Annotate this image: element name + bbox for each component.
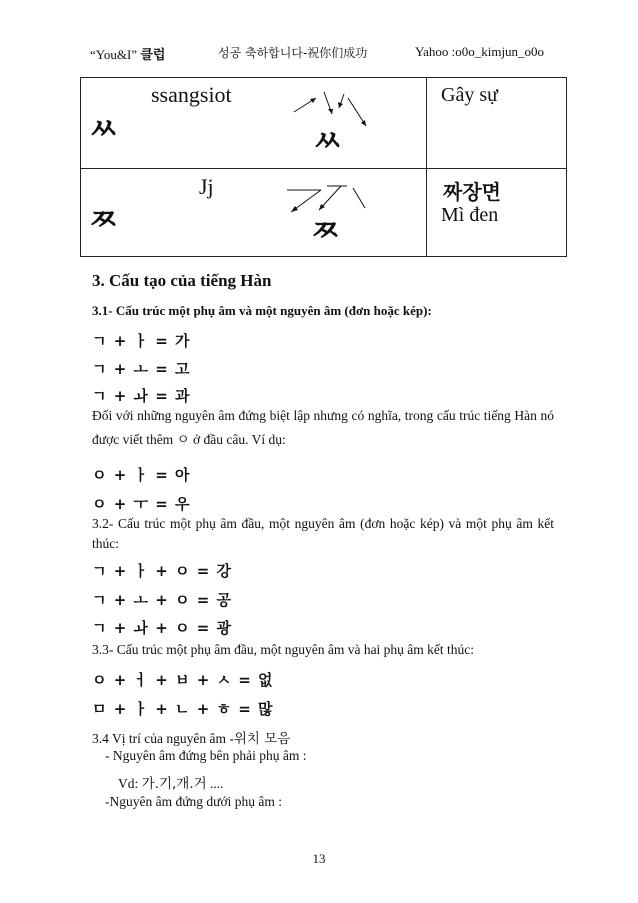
row2-stroke-letter: ㅉ — [311, 214, 340, 249]
paragraph-end: ở đầu câu. Ví dụ: — [192, 432, 286, 447]
example-syllables: 가.기,개.거 — [141, 776, 207, 792]
header-club: 클럽 — [140, 48, 166, 63]
bullet-right-of-consonant: - Nguyên âm đứng bên phải phụ âm : — [105, 748, 307, 763]
bullet-below-consonant: -Nguyên âm đứng dưới phụ âm : — [105, 794, 282, 809]
row2-romanization: Jj — [199, 174, 214, 199]
subsection-3-3: 3.3- Cấu trúc một phụ âm đầu, một nguyên âm và hai phụ âm kết thúc: — [92, 642, 475, 657]
consonant-table — [80, 77, 567, 257]
header-quote: “You&I” — [90, 47, 138, 62]
subsection-3-4-korean: 위치 모음 — [233, 731, 291, 747]
example-label: Vd: — [118, 776, 139, 791]
row1-meaning: Gây sự — [441, 84, 498, 106]
example-ga: ㄱ + ㅏ = 가 — [92, 332, 191, 350]
row1-stroke-letter: ㅆ — [313, 124, 342, 159]
table-row-divider — [81, 168, 566, 169]
example-gang: ㄱ + ㅏ + ㅇ = 강 — [92, 562, 232, 580]
header-left — [90, 44, 165, 63]
example-a: ㅇ + ㅏ = 아 — [92, 466, 191, 484]
row1-letter: ㅆ — [89, 112, 118, 147]
header-middle: 성공 축하합니다-祝你们成功 — [218, 46, 368, 60]
subsection-3-4 — [92, 727, 290, 747]
example-dots: .... — [210, 776, 224, 791]
section-title: 3. Cấu tạo của tiếng Hàn — [92, 271, 272, 290]
example-gong: ㄱ + ㅗ + ㅇ = 공 — [92, 591, 232, 609]
example-gwa: ㄱ + ㅘ = 과 — [92, 387, 191, 405]
example-manh: ㅁ + ㅏ + ㄴ + ㅎ = 많 — [92, 700, 274, 718]
example-line — [118, 772, 224, 792]
row2-example-word: 짜장면 — [443, 180, 501, 204]
example-eops: ㅇ + ㅓ + ㅂ + ㅅ = 없 — [92, 671, 274, 689]
subsection-3-2: 3.2- Cấu trúc một phụ âm đầu, một nguyên âm (đơn hoặc kép) và một phụ âm kết thúc: — [92, 516, 554, 551]
example-go: ㄱ + ㅗ = 고 — [92, 360, 191, 378]
row2-meaning: Mì đen — [441, 204, 499, 226]
ieung-symbol: ㅇ — [176, 432, 190, 448]
row1-romanization: ssangsiot — [151, 82, 232, 107]
paragraph-text: Đối với những nguyên âm đứng biệt lập nhưng có nghĩa, trong cấu trúc tiếng Hàn nó được viết thêm — [92, 408, 554, 447]
explanation-paragraph — [92, 404, 554, 452]
row2-letter: ㅉ — [89, 203, 118, 238]
subsection-3-4-text: 3.4 Vị trí của nguyên âm - — [92, 731, 234, 746]
header-right: Yahoo :o0o_kimjun_o0o — [415, 44, 545, 59]
subsection-3-1: 3.1- Cấu trúc một phụ âm và một nguyên âm (đơn hoặc kép): — [92, 303, 432, 318]
example-u: ㅇ + ㅜ = 우 — [92, 495, 191, 513]
stroke-order-arrows-icon — [286, 90, 386, 140]
stroke-order-arrows-icon — [281, 182, 381, 222]
page-number: 13 — [312, 851, 326, 866]
table-col-divider — [426, 78, 427, 256]
example-gwang: ㄱ + ㅘ + ㅇ = 광 — [92, 619, 232, 637]
